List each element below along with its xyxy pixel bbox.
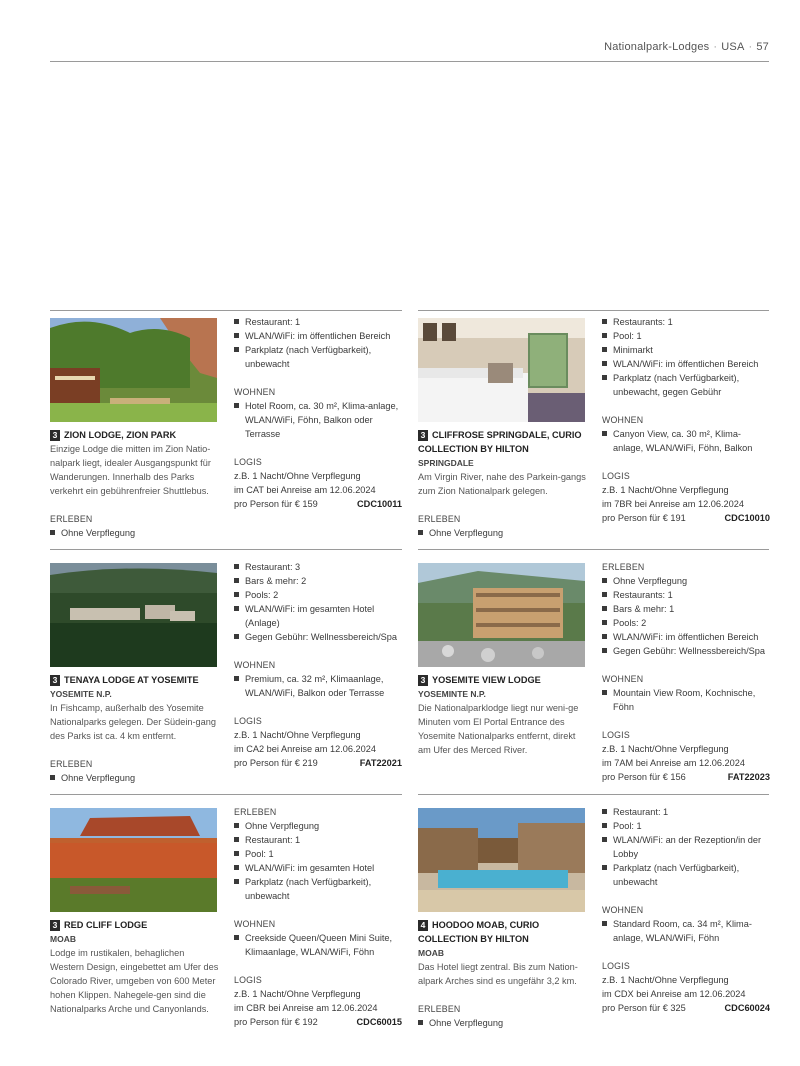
room-item: Creekside Queen/Queen Mini Suite, Klimaanlage, WLAN/WiFi, Föhn bbox=[234, 931, 402, 959]
amenity-item: Restaurant: 3 bbox=[234, 560, 402, 574]
amenity-item: Gegen Gebühr: Wellnessbereich/Spa bbox=[234, 630, 402, 644]
amenity-item: Parkplatz (nach Verfügbarkeit), unbewacht bbox=[234, 343, 402, 371]
booking-code: CDC10010 bbox=[724, 513, 770, 523]
wohnen-label: WOHNEN bbox=[602, 674, 644, 684]
logis-label: LOGIS bbox=[234, 457, 262, 467]
erleben-item: WLAN/WiFi: im gesamten Hotel bbox=[234, 861, 402, 875]
amenity-item: Pool: 1 bbox=[602, 819, 770, 833]
room-item: Mountain View Room, Kochnische, Föhn bbox=[602, 686, 770, 714]
lodge-photo bbox=[418, 318, 585, 422]
amenity-item: WLAN/WiFi: im öffentlichen Bereich bbox=[234, 329, 402, 343]
lodge-red-cliff bbox=[50, 800, 402, 1030]
logis-line: pro Person für € 156 bbox=[602, 772, 686, 782]
erleben-item: WLAN/WiFi: im öffentlichen Bereich bbox=[602, 630, 770, 644]
logis-line: pro Person für € 191 bbox=[602, 513, 686, 523]
logis-line: pro Person für € 219 bbox=[234, 758, 318, 768]
lodge-location: SPRINGDALE bbox=[418, 458, 474, 468]
wohnen-label: WOHNEN bbox=[234, 919, 276, 929]
lodge-name: CLIFFROSE SPRINGDALE, CURIO COLLECTION BY HILTON bbox=[418, 430, 582, 454]
amenity-item: Bars & mehr: 2 bbox=[234, 574, 402, 588]
erleben-item: Ohne Verpflegung bbox=[50, 771, 220, 785]
logis-label: LOGIS bbox=[602, 471, 630, 481]
wohnen-label: WOHNEN bbox=[234, 387, 276, 397]
erleben-item: Gegen Gebühr: Wellnessbereich/Spa bbox=[602, 644, 770, 658]
amenity-item: Restaurant: 1 bbox=[234, 315, 402, 329]
logis-line: im CA2 bei Anreise am 12.06.2024 bbox=[234, 744, 376, 754]
lodge-name: RED CLIFF LODGE bbox=[64, 920, 148, 930]
erleben-label: ERLEBEN bbox=[602, 562, 645, 572]
section-title: Nationalpark-Lodges bbox=[604, 41, 710, 53]
logis-line: pro Person für € 159 bbox=[234, 499, 318, 509]
row-divider bbox=[418, 794, 769, 795]
lodge-location: YOSEMINTE N.P. bbox=[418, 689, 486, 699]
lodge-description: In Fishcamp, außerhalb des Yosemite Nationalparks gelegen. Der Südein-gang des Parks ist ca. 4 km entfernt. bbox=[50, 703, 216, 741]
lodge-yosemite-view bbox=[418, 555, 769, 785]
wohnen-label: WOHNEN bbox=[602, 905, 644, 915]
erleben-item: Pool: 1 bbox=[234, 847, 402, 861]
amenity-item: Restaurants: 1 bbox=[602, 315, 770, 329]
logis-line: im CDX bei Anreise am 12.06.2024 bbox=[602, 989, 746, 999]
wohnen-label: WOHNEN bbox=[602, 415, 644, 425]
map-number-badge: 3 bbox=[50, 675, 60, 686]
lodge-description: Die Nationalparklodge liegt nur weni-ge Minuten vom El Portal Entrance des Yosemite Nationalparks entfernt, direkt am Ufer des Merced River. bbox=[418, 703, 579, 755]
lodge-cliffrose bbox=[418, 310, 769, 540]
lodge-name: ZION LODGE, ZION PARK bbox=[64, 430, 177, 440]
amenity-item: WLAN/WiFi: im öffentlichen Bereich bbox=[602, 357, 770, 371]
lodge-photo bbox=[418, 808, 585, 912]
erleben-label: ERLEBEN bbox=[418, 514, 461, 524]
booking-code: CDC10011 bbox=[357, 499, 402, 509]
lodge-photo bbox=[50, 318, 217, 422]
logis-line: pro Person für € 192 bbox=[234, 1017, 318, 1027]
erleben-item: Restaurants: 1 bbox=[602, 588, 770, 602]
map-number-badge: 3 bbox=[50, 920, 60, 931]
amenity-item: Minimarkt bbox=[602, 343, 770, 357]
map-number-badge: 4 bbox=[418, 920, 428, 931]
logis-line: im 7BR bei Anreise am 12.06.2024 bbox=[602, 499, 744, 509]
booking-code: CDC60015 bbox=[356, 1017, 402, 1027]
erleben-item: Pools: 2 bbox=[602, 616, 770, 630]
erleben-item: Bars & mehr: 1 bbox=[602, 602, 770, 616]
row-divider bbox=[50, 794, 402, 795]
room-item: Premium, ca. 32 m², Klimaanlage, WLAN/WiFi, Balkon oder Terrasse bbox=[234, 672, 402, 700]
amenity-item: Pool: 1 bbox=[602, 329, 770, 343]
header-divider bbox=[50, 61, 769, 62]
lodge-photo bbox=[50, 808, 217, 912]
lodge-location: YOSEMITE N.P. bbox=[50, 689, 112, 699]
lodge-name: HOODOO MOAB, CURIO COLLECTION BY HILTON bbox=[418, 920, 540, 944]
erleben-item: Ohne Verpflegung bbox=[418, 526, 588, 540]
lodge-tenaya bbox=[50, 555, 402, 785]
lodge-description: Am Virgin River, nahe des Parkein-gangs zum Zion Nationalpark gelegen. bbox=[418, 472, 586, 496]
logis-line: z.B. 1 Nacht/Ohne Verpflegung bbox=[602, 975, 729, 985]
erleben-item: Ohne Verpflegung bbox=[50, 526, 220, 540]
amenity-item: Parkplatz (nach Verfügbarkeit), unbewacht bbox=[602, 861, 770, 889]
row-divider bbox=[50, 549, 402, 550]
erleben-label: ERLEBEN bbox=[418, 1004, 461, 1014]
erleben-label: ERLEBEN bbox=[234, 807, 277, 817]
lodge-zion-lodge bbox=[50, 310, 402, 540]
map-number-badge: 3 bbox=[50, 430, 60, 441]
map-number-badge: 3 bbox=[418, 675, 428, 686]
lodge-description: Einzige Lodge die mitten im Zion Natio-nalpark liegt, idealer Ausgangspunkt für Wanderungen. Innerhalb des Parks verkehrt ein gebührenfreier Shuttlebus. bbox=[50, 444, 211, 496]
lodge-name: TENAYA LODGE AT YOSEMITE bbox=[64, 675, 199, 685]
lodge-description: Lodge im rustikalen, behaglichen Western Design, eingebettet am Ufer des Colorado River, umgeben von 600 Meter hohen Klippen. Nahegele-gen sind die Nationalparks Arche und Canyonlands. bbox=[50, 948, 219, 1014]
amenity-item: WLAN/WiFi: an der Rezeption/in der Lobby bbox=[602, 833, 770, 861]
erleben-label: ERLEBEN bbox=[50, 759, 93, 769]
booking-code: FAT22021 bbox=[359, 758, 402, 768]
lodge-location: MOAB bbox=[418, 948, 444, 958]
page-number: 57 bbox=[756, 41, 769, 53]
lodge-name: YOSEMITE VIEW LODGE bbox=[432, 675, 541, 685]
map-number-badge: 3 bbox=[418, 430, 428, 441]
logis-line: z.B. 1 Nacht/Ohne Verpflegung bbox=[602, 744, 729, 754]
logis-line: z.B. 1 Nacht/Ohne Verpflegung bbox=[234, 730, 361, 740]
erleben-item: Ohne Verpflegung bbox=[234, 819, 402, 833]
erleben-item: Restaurant: 1 bbox=[234, 833, 402, 847]
logis-line: z.B. 1 Nacht/Ohne Verpflegung bbox=[234, 989, 361, 999]
logis-label: LOGIS bbox=[602, 961, 630, 971]
logis-line: im CAT bei Anreise am 12.06.2024 bbox=[234, 485, 376, 495]
logis-line: im CBR bei Anreise am 12.06.2024 bbox=[234, 1003, 378, 1013]
erleben-item: Parkplatz (nach Verfügbarkeit), unbewacht bbox=[234, 875, 402, 903]
booking-code: CDC60024 bbox=[724, 1003, 770, 1013]
logis-line: z.B. 1 Nacht/Ohne Verpflegung bbox=[234, 471, 361, 481]
lodge-photo bbox=[50, 563, 217, 667]
country: USA bbox=[721, 41, 745, 53]
lodge-photo bbox=[418, 563, 585, 667]
logis-label: LOGIS bbox=[602, 730, 630, 740]
amenity-item: Pools: 2 bbox=[234, 588, 402, 602]
room-item: Canyon View, ca. 30 m², Klima-anlage, WLAN/WiFi, Föhn, Balkon bbox=[602, 427, 770, 455]
lodge-description: Das Hotel liegt zentral. Bis zum Nation-alpark Arches sind es ungefähr 3,2 km. bbox=[418, 962, 578, 986]
lodge-location: MOAB bbox=[50, 934, 76, 944]
wohnen-label: WOHNEN bbox=[234, 660, 276, 670]
erleben-item: Ohne Verpflegung bbox=[602, 574, 770, 588]
erleben-item: Ohne Verpflegung bbox=[418, 1016, 588, 1030]
amenity-item: Parkplatz (nach Verfügbarkeit), unbewacht, gegen Gebühr bbox=[602, 371, 770, 399]
logis-label: LOGIS bbox=[234, 716, 262, 726]
room-item: Hotel Room, ca. 30 m², Klima-anlage, WLAN/WiFi, Föhn, Balkon oder Terrasse bbox=[234, 399, 402, 441]
room-item: Standard Room, ca. 34 m², Klima-anlage, WLAN/WiFi, Föhn bbox=[602, 917, 770, 945]
logis-line: z.B. 1 Nacht/Ohne Verpflegung bbox=[602, 485, 729, 495]
logis-line: im 7AM bei Anreise am 12.06.2024 bbox=[602, 758, 745, 768]
amenity-item: WLAN/WiFi: im gesamten Hotel (Anlage) bbox=[234, 602, 402, 630]
lodge-hoodoo-moab bbox=[418, 800, 769, 1030]
erleben-label: ERLEBEN bbox=[50, 514, 93, 524]
row-divider bbox=[418, 549, 769, 550]
amenity-item: Restaurant: 1 bbox=[602, 805, 770, 819]
page-header: Nationalpark-Lodges · USA · 57 bbox=[604, 41, 769, 53]
logis-line: pro Person für € 325 bbox=[602, 1003, 686, 1013]
booking-code: FAT22023 bbox=[727, 772, 770, 782]
logis-label: LOGIS bbox=[234, 975, 262, 985]
